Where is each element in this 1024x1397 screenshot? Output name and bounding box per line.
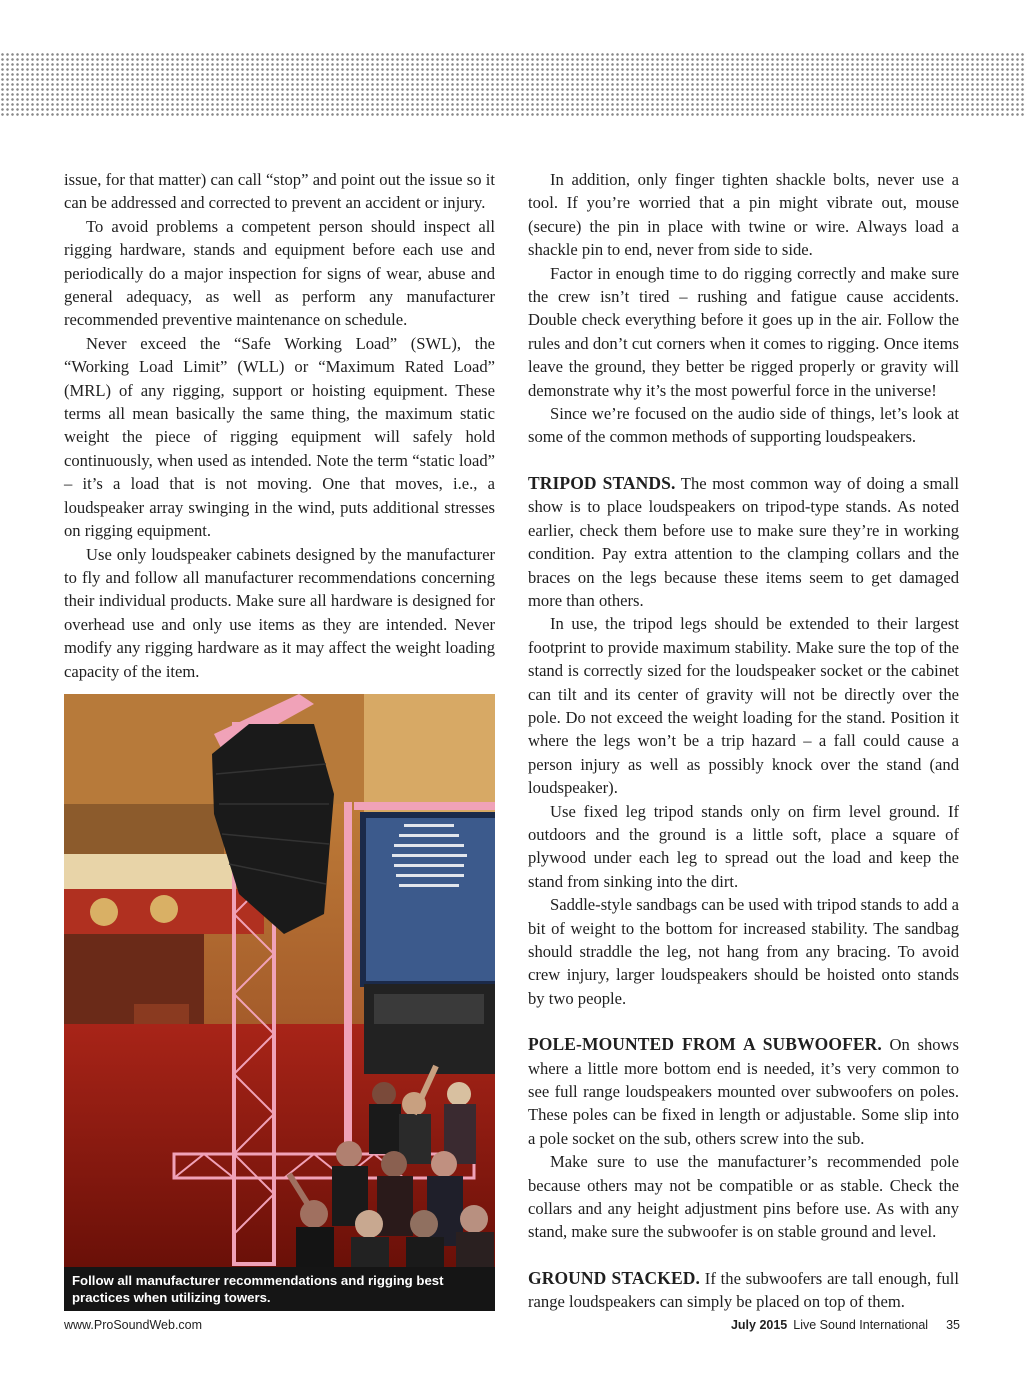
section-pole-mounted [528, 1033, 959, 1150]
footer-month: July 2015 [730, 1318, 788, 1332]
section-lead-text: The most common way of doing a small show is to place loudspeakers on tripod-type stands. As noted earlier, check them before use to make sure they’re in working condition. Pay extra attention to the clamping collars and the braces on the legs because these items seem to get damaged more than others. [528, 473, 960, 610]
paragraph: Saddle-style sandbags can be used with tripod stands to add a bit of weight to the bottom for increased stability. The sandbag should straddle the leg, not hang from any bracing. To avoid crew injury, larger loudspeakers should be hoisted onto stands by two people. [528, 895, 959, 1008]
footer-page-number: 35 [946, 1318, 960, 1332]
section-heading-pole: POLE-MOUNTED FROM A SUBWOOFER. [528, 1034, 882, 1055]
section-lead-text: If the subwoofers are tall enough, full range loudspeakers can simply be placed on top of them. [528, 1268, 959, 1312]
left-column [64, 168, 495, 683]
paragraph: Factor in enough time to do rigging correctly and make sure the crew isn’t tired – rushing and fatigue cause accidents. Double check everything before it goes up in the air. Follow the rules and don’t cut corners when it comes to rigging. Once items leave the ground, they better be rigged properly or gravity will demonstrate why it’s the most powerful force in the universe! [528, 263, 959, 400]
paragraph: Use only loudspeaker cabinets designed by the manufacturer to fly and follow all manufacturer recommendations concerning their individual products. Make sure all hardware is designed for overhead use and only use items as they are intended. Never modify any rigging hardware as it may affect the weight loading capacity of the item. [64, 544, 495, 681]
paragraph: Since we’re focused on the audio side of things, let’s look at some of the common methods of supporting loudspeakers. [528, 404, 959, 447]
paragraph: In addition, only finger tighten shackle bolts, never use a tool. If you’re worried that a pin might vibrate out, mouse (secure) the pin in place with twine or wire. Always load a shackle pin to end, never from side to side. [528, 170, 959, 260]
section-tripod-stands [528, 472, 959, 612]
footer-magazine: Live Sound International [793, 1318, 929, 1332]
dot-pattern-banner [0, 52, 1024, 118]
footer-issue-info [731, 1318, 960, 1332]
paragraph: Make sure to use the manufacturer’s recommended pole because others may not be compatible or as stable. Check the collars and any height adjustment pins before use. As with any stand, make sure the subwoofer is on stable ground and level. [528, 1152, 959, 1242]
paragraph: To avoid problems a competent person should inspect all rigging hardware, stands and equipment before each use and periodically do a major inspection for signs of wear, abuse and general adequacy, as well as perform any manufacturer recommended preventive maintenance on schedule. [64, 216, 495, 330]
section-heading-ground: GROUND STACKED. [528, 1267, 700, 1288]
paragraph: In use, the tripod legs should be extended to their largest footprint to provide maximum stability. Make sure the top of the stand is correctly sized for the loudspeaker socket or the cabinet can tilt and its center of gravity will not be directly over the pole. Do not exceed the weight loading for the stand. Position it where the legs won’t be a trip hazard – a fall could cause a person injury as well as possibly knock over the stand (and loudspeaker). [528, 614, 959, 798]
paragraph: issue, for that matter) can call “stop” and point out the issue so it can be addressed and corrected to prevent an accident or injury. [64, 170, 495, 213]
tower-rigging-photo [64, 694, 495, 1267]
photo-illustration [64, 694, 495, 1267]
paragraph: Use fixed leg tripod stands only on firm level ground. If outdoors and the ground is a little soft, place a square of plywood under each leg to spread out the load and keep the stand from sinking into the dirt. [528, 801, 959, 891]
right-column [528, 168, 959, 1314]
section-ground-stacked [528, 1267, 959, 1314]
paragraph: Never exceed the “Safe Working Load” (SWL), the “Working Load Limit” (WLL) or “Maximum Rated Load” (MRL) of any rigging, support or hoisting equipment. These terms all mean basically the same thing, the maximum static weight the piece of rigging equipment will safely hold continuously, when used as intended. Note the term “static load” – it’s a load that is not moving. One that moves, i.e., a loudspeaker array swinging in the wind, puts additional stresses on rigging equipment. [64, 333, 495, 541]
section-heading-tripod: TRIPOD STANDS. [528, 472, 676, 493]
photo-caption: Follow all manufacturer recommendations and rigging best practices when utilizing towers. [64, 1267, 495, 1311]
footer-website: www.ProSoundWeb.com [64, 1318, 203, 1332]
section-lead-text: On shows where a little more bottom end is needed, it’s very common to see full range loudspeakers mounted over subwoofers on poles. These poles can be fixed in length or adjustable. Some slip into a pole socket on the sub, others screw into the sub. [528, 1035, 959, 1148]
